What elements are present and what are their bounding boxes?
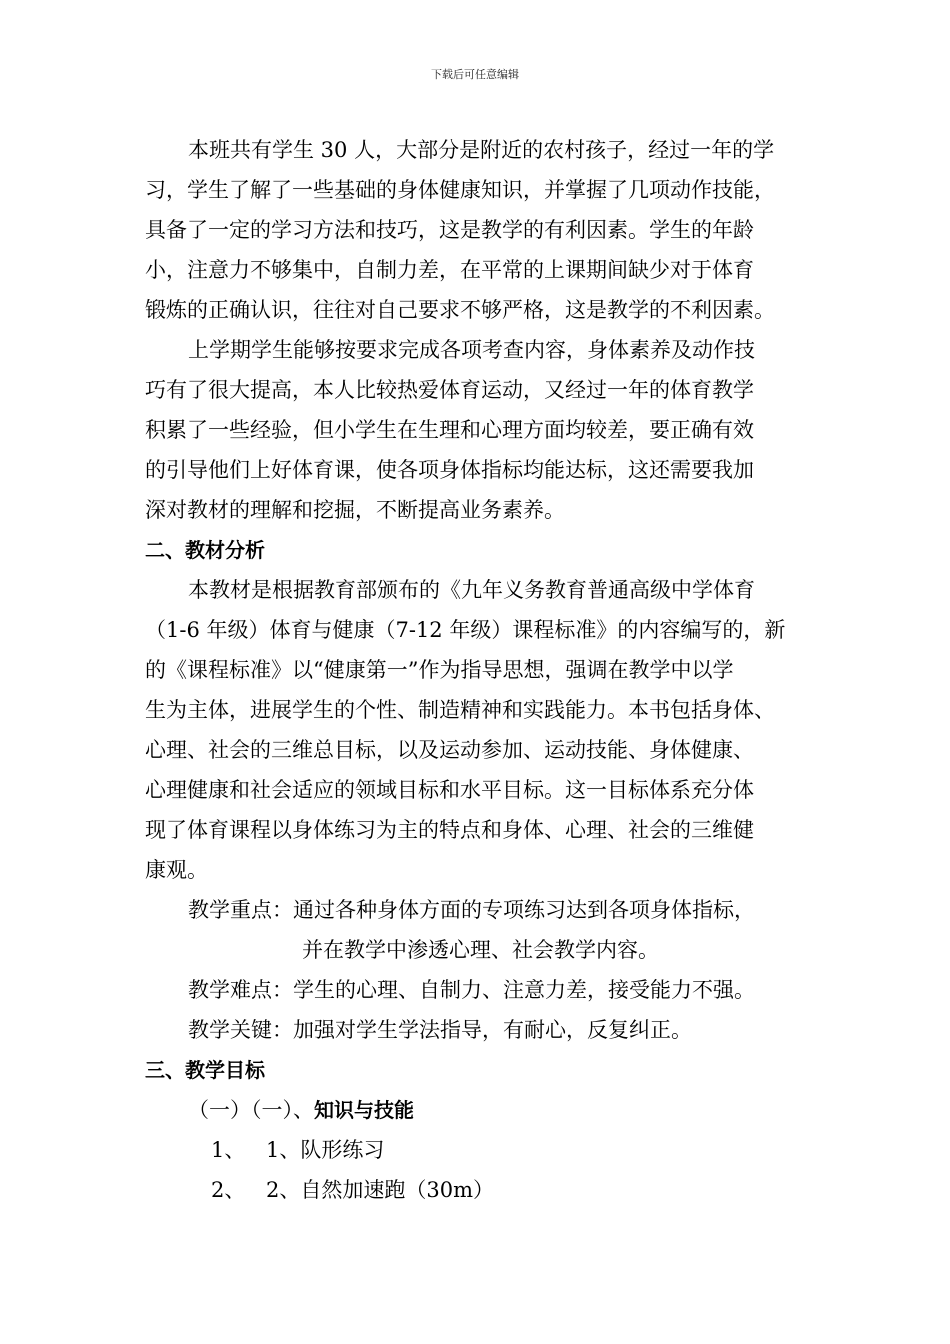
text-line: 的《课程标准》以“健康第一”作为指导思想，强调在教学中以学 (145, 658, 734, 682)
text-line: 现了体育课程以身体练习为主的特点和身体、心理、社会的三维健 (145, 818, 754, 842)
text-line: 心理健康和社会适应的领域目标和水平目标。这一目标体系充分体 (145, 778, 754, 802)
teaching-focus: 教学重点：通过各种身体方面的专项练习达到各项身体指标， (188, 898, 755, 922)
text-line: 具备了一定的学习方法和技巧，这是教学的有利因素。学生的年龄 (145, 218, 754, 242)
text-line: 锻炼的正确认识，往往对自己要求不够严格，这是教学的不利因素。 (145, 298, 775, 322)
page-header: 下载后可任意编辑 (431, 68, 519, 81)
text-line: 心理、社会的三维总目标，以及运动参加、运动技能、身体健康、 (145, 738, 754, 762)
text-line: 积累了一些经验，但小学生在生理和心理方面均较差，要正确有效 (145, 418, 754, 442)
teaching-key: 教学关键：加强对学生学法指导，有耐心，反复纠正。 (188, 1018, 692, 1042)
text-line: 习，学生了解了一些基础的身体健康知识，并掌握了几项动作技能， (145, 178, 775, 202)
text-line: （1-6 年级）体育与健康（7-12 年级）课程标准》的内容编写的，新 (145, 618, 786, 642)
paragraph-class-situation (145, 130, 825, 330)
teaching-focus-continued: 并在教学中渗透心理、社会教学内容。 (302, 938, 659, 962)
text-line: 巧有了很大提高，本人比较热爱体育运动，又经过一年的体育教学 (145, 378, 754, 402)
text-line: 深对教材的理解和挖掘，不断提高业务素养。 (145, 498, 565, 522)
text-line: 小，注意力不够集中，自制力差，在平常的上课期间缺少对于体育 (145, 258, 754, 282)
list-item (145, 1170, 825, 1210)
text-line: 康观。 (145, 858, 208, 882)
section-heading-teaching-goals: 三、教学目标 (145, 1058, 265, 1082)
paragraph-material (145, 570, 825, 890)
subsection-prefix: （一）（一）、 (188, 1098, 314, 1122)
subsection-heading-knowledge-skills (145, 1090, 825, 1130)
text-line: 的引导他们上好体育课，使各项身体指标均能达标，这还需要我加 (145, 458, 754, 482)
list-item-text: 1、队形练习 (266, 1138, 385, 1162)
list-item (145, 1130, 825, 1170)
text-line: 上学期学生能够按要求完成各项考查内容，身体素养及动作技 (188, 338, 755, 362)
document-body (145, 130, 825, 1210)
paragraph-last-term (145, 330, 825, 530)
section-heading-material-analysis: 二、教材分析 (145, 538, 265, 562)
list-item-text: 2、自然加速跑（30m） (266, 1178, 494, 1202)
subsection-title: 知识与技能 (314, 1098, 414, 1122)
list-item-number: 1、 (211, 1138, 246, 1162)
text-line: 本教材是根据教育部颁布的《九年义务教育普通高级中学体育 (188, 578, 755, 602)
text-line: 生为主体，进展学生的个性、制造精神和实践能力。本书包括身体、 (145, 698, 775, 722)
teaching-difficulty: 教学难点：学生的心理、自制力、注意力差，接受能力不强。 (188, 978, 755, 1002)
list-item-number: 2、 (211, 1178, 246, 1202)
text-line: 本班共有学生 30 人，大部分是附近的农村孩子，经过一年的学 (188, 138, 775, 162)
